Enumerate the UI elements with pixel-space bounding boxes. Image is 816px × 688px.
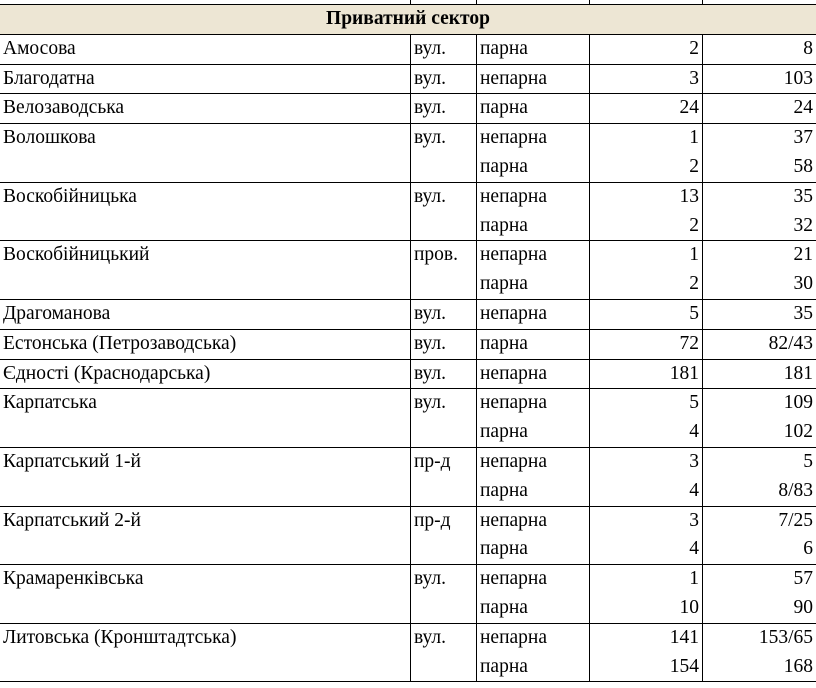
house-from: 13 — [590, 182, 703, 211]
parity: непарна — [477, 124, 590, 153]
street-name: Велозаводська — [0, 94, 411, 124]
house-to: 102 — [703, 418, 816, 447]
street-name: Карпатська — [0, 389, 411, 418]
street-name-continuation — [0, 270, 411, 299]
parity: парна — [477, 270, 590, 299]
table-row — [0, 623, 816, 652]
street-name-continuation — [0, 653, 411, 682]
house-to: 5 — [703, 447, 816, 476]
house-from: 72 — [590, 329, 703, 359]
house-from: 4 — [590, 477, 703, 506]
house-to: 168 — [703, 653, 816, 682]
parity: непарна — [477, 506, 590, 535]
street-name: Воскобійницька — [0, 182, 411, 211]
house-to: 7/25 — [703, 506, 816, 535]
house-from: 2 — [590, 212, 703, 241]
table-row — [0, 447, 816, 476]
street-type: вул. — [411, 329, 477, 359]
street-type-continuation — [411, 418, 477, 447]
street-name: Карпатський 1-й — [0, 447, 411, 476]
house-from: 154 — [590, 653, 703, 682]
house-from: 10 — [590, 594, 703, 623]
street-type: вул. — [411, 124, 477, 153]
house-from: 1 — [590, 565, 703, 594]
street-type-continuation — [411, 270, 477, 299]
house-from: 141 — [590, 623, 703, 652]
house-from: 2 — [590, 153, 703, 182]
house-to: 90 — [703, 594, 816, 623]
house-to: 30 — [703, 270, 816, 299]
parity: парна — [477, 418, 590, 447]
parity: непарна — [477, 241, 590, 270]
table-row — [0, 329, 816, 359]
table-row — [0, 653, 816, 682]
street-type: пров. — [411, 241, 477, 270]
house-to: 109 — [703, 389, 816, 418]
house-to: 8 — [703, 34, 816, 64]
house-from: 5 — [590, 299, 703, 329]
house-to: 24 — [703, 94, 816, 124]
street-name: Воскобійницький — [0, 241, 411, 270]
street-type: пр-д — [411, 447, 477, 476]
street-type-continuation — [411, 653, 477, 682]
parity: непарна — [477, 64, 590, 94]
street-name-continuation — [0, 418, 411, 447]
table-row — [0, 64, 816, 94]
parity: парна — [477, 653, 590, 682]
house-from: 4 — [590, 535, 703, 564]
house-from: 2 — [590, 34, 703, 64]
street-type-continuation — [411, 477, 477, 506]
street-name-continuation — [0, 212, 411, 241]
street-type: вул. — [411, 623, 477, 652]
street-type-continuation — [411, 153, 477, 182]
house-from: 3 — [590, 506, 703, 535]
table-row — [0, 594, 816, 623]
parity: непарна — [477, 299, 590, 329]
street-name: Литовська (Кронштадтська) — [0, 623, 411, 652]
house-from: 1 — [590, 241, 703, 270]
house-to: 58 — [703, 153, 816, 182]
street-name: Єдності (Краснодарська) — [0, 359, 411, 389]
street-name-continuation — [0, 477, 411, 506]
street-type-continuation — [411, 535, 477, 564]
street-name: Карпатський 2-й — [0, 506, 411, 535]
table-row — [0, 299, 816, 329]
house-from: 181 — [590, 359, 703, 389]
table-row — [0, 270, 816, 299]
table-row — [0, 477, 816, 506]
street-name: Драгоманова — [0, 299, 411, 329]
table-row — [0, 124, 816, 153]
table-row — [0, 359, 816, 389]
table-row — [0, 418, 816, 447]
house-from: 2 — [590, 270, 703, 299]
parity: парна — [477, 535, 590, 564]
parity: парна — [477, 329, 590, 359]
parity: парна — [477, 594, 590, 623]
table-row — [0, 94, 816, 124]
house-to: 21 — [703, 241, 816, 270]
parity: парна — [477, 153, 590, 182]
street-type: вул. — [411, 299, 477, 329]
parity: непарна — [477, 623, 590, 652]
street-type: вул. — [411, 94, 477, 124]
house-to: 82/43 — [703, 329, 816, 359]
house-to: 32 — [703, 212, 816, 241]
house-to: 8/83 — [703, 477, 816, 506]
house-to: 35 — [703, 182, 816, 211]
parity: парна — [477, 34, 590, 64]
section-title: Приватний сектор — [0, 5, 816, 35]
table-row — [0, 34, 816, 64]
street-name: Амосова — [0, 34, 411, 64]
house-to: 103 — [703, 64, 816, 94]
house-to: 37 — [703, 124, 816, 153]
street-type: вул. — [411, 389, 477, 418]
street-type: вул. — [411, 64, 477, 94]
parity: непарна — [477, 389, 590, 418]
street-name: Благодатна — [0, 64, 411, 94]
street-name: Волошкова — [0, 124, 411, 153]
house-from: 3 — [590, 447, 703, 476]
house-from: 24 — [590, 94, 703, 124]
street-name-continuation — [0, 535, 411, 564]
table-row — [0, 241, 816, 270]
parity: непарна — [477, 182, 590, 211]
parity: парна — [477, 477, 590, 506]
street-name: Естонська (Петрозаводська) — [0, 329, 411, 359]
section-row — [0, 5, 816, 35]
street-type: вул. — [411, 565, 477, 594]
street-type: вул. — [411, 359, 477, 389]
table-row — [0, 535, 816, 564]
parity: непарна — [477, 447, 590, 476]
street-type: пр-д — [411, 506, 477, 535]
house-to: 35 — [703, 299, 816, 329]
house-from: 3 — [590, 64, 703, 94]
street-type-continuation — [411, 594, 477, 623]
parity: непарна — [477, 565, 590, 594]
house-from: 1 — [590, 124, 703, 153]
street-name-continuation — [0, 153, 411, 182]
table-row — [0, 565, 816, 594]
house-to: 57 — [703, 565, 816, 594]
parity: парна — [477, 212, 590, 241]
street-type: вул. — [411, 34, 477, 64]
house-from: 5 — [590, 389, 703, 418]
street-type: вул. — [411, 182, 477, 211]
table-row — [0, 506, 816, 535]
parity: парна — [477, 94, 590, 124]
table-row — [0, 153, 816, 182]
table-row — [0, 212, 816, 241]
street-name: Крамаренківська — [0, 565, 411, 594]
table-row — [0, 182, 816, 211]
street-type-continuation — [411, 212, 477, 241]
parity: непарна — [477, 359, 590, 389]
street-name-continuation — [0, 594, 411, 623]
table-row — [0, 389, 816, 418]
house-from: 4 — [590, 418, 703, 447]
house-to: 181 — [703, 359, 816, 389]
house-to: 6 — [703, 535, 816, 564]
house-to: 153/65 — [703, 623, 816, 652]
